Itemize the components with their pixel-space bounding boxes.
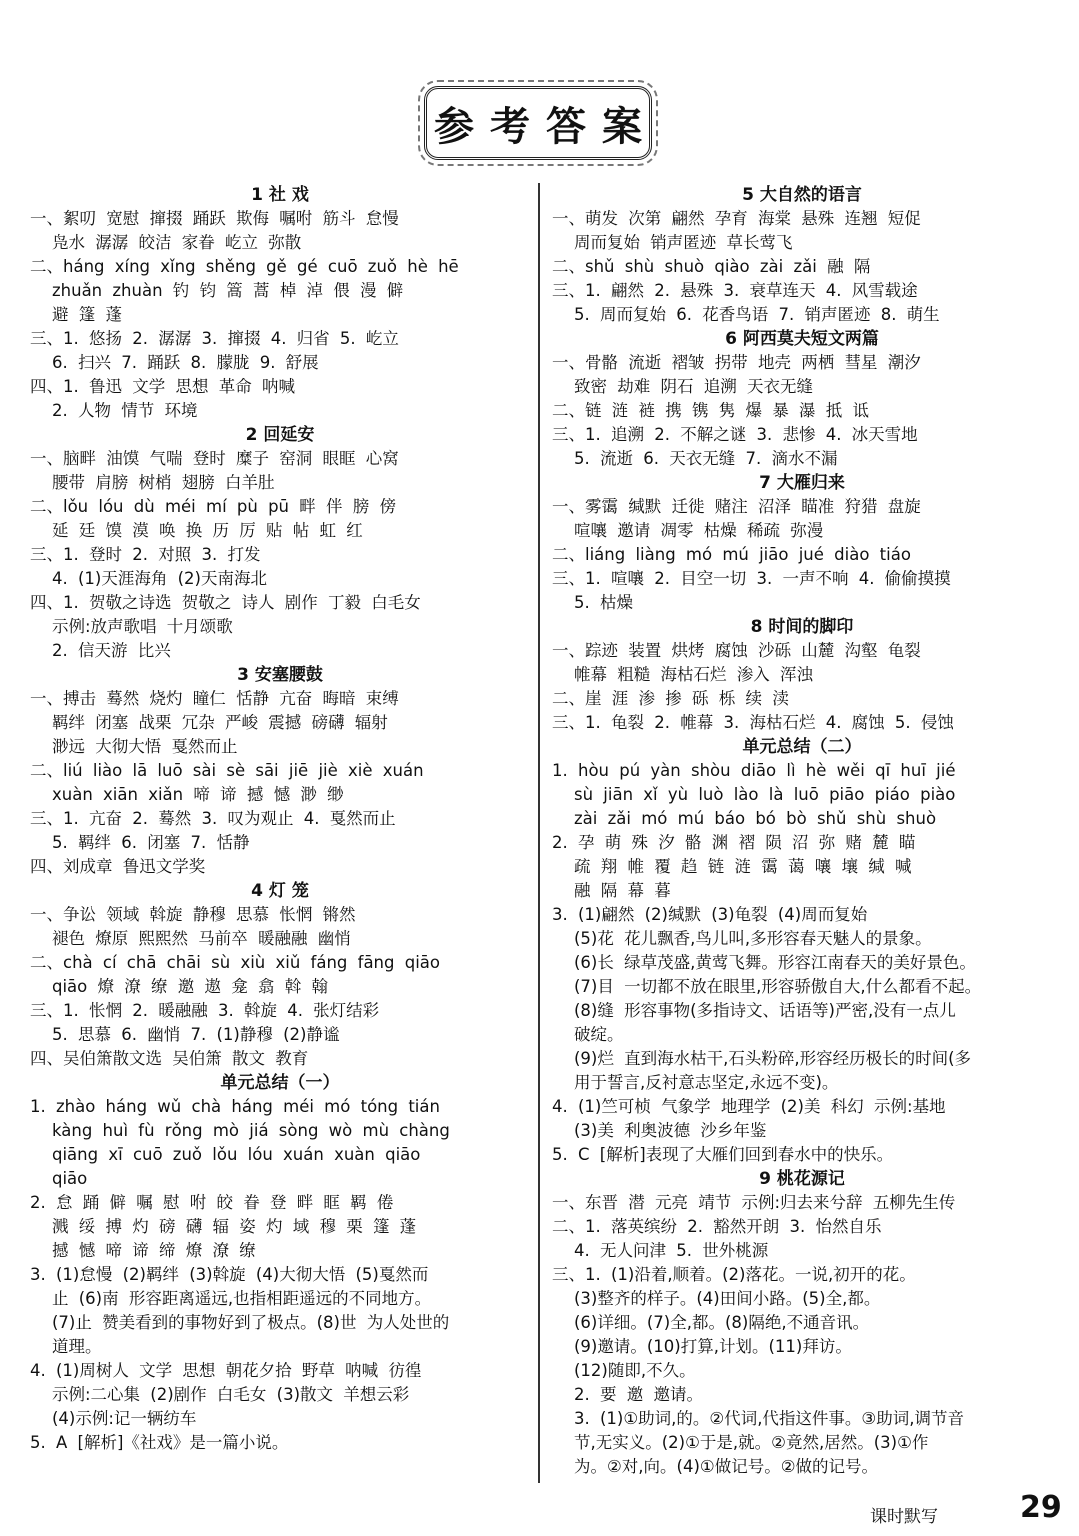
- answer-line: 三、1. 怅惘 2. 暖融融 3. 斡旋 4. 张灯结彩: [30, 1001, 380, 1020]
- answer-line: 四、1. 贺敬之诗选 贺敬之 诗人 剧作 丁毅 白毛女: [30, 593, 421, 612]
- section-heading: 9 桃花源记: [759, 1169, 845, 1189]
- answer-line: 二、链 涟 裢 携 镌 隽 爆 暴 瀑 抵 诋: [552, 401, 869, 420]
- page-title: 参考答案: [424, 86, 652, 160]
- right-column: [552, 183, 1052, 1479]
- answer-line: zhuǎn zhuàn 钓 钧 篙 蒿 棹 淖 偎 漫 僻: [52, 281, 404, 300]
- answer-line: 5. 羁绊 6. 闭塞 7. 恬静: [52, 833, 250, 852]
- section-heading: 1 社 戏: [251, 185, 309, 205]
- answer-line: 3. (1)怠慢 (2)羁绊 (3)斡旋 (4)大彻大悟 (5)戛然而: [30, 1265, 429, 1284]
- section-heading: 5 大自然的语言: [742, 185, 862, 205]
- answer-line: 羁绊 闭塞 战栗 冗杂 严峻 震撼 磅礴 辐射: [52, 713, 388, 732]
- answer-line: 二、liáng liàng mó mú jiāo jué diào tiáo: [552, 545, 911, 564]
- answer-line: (3)美 利奥波德 沙乡年鉴: [574, 1121, 767, 1140]
- footer-label: 课时默写: [870, 1507, 938, 1527]
- answer-line: 用于誓言,反衬意志坚定,永远不变)。: [574, 1073, 839, 1092]
- page-number: 29: [1020, 1490, 1062, 1525]
- answer-line: 一、雾霭 缄默 迁徙 赌注 沼泽 瞄准 狩猎 盘旋: [552, 497, 921, 516]
- section-heading: 2 回延安: [245, 425, 315, 445]
- answer-line: 二、háng xíng xǐng shěng gě gé cuō zuǒ hè hē: [30, 257, 459, 276]
- answer-line: 3. (1)翩然 (2)缄默 (3)龟裂 (4)周而复始: [552, 905, 868, 924]
- answer-line: 2. 要 邀 邀请。: [574, 1385, 703, 1404]
- answer-line: 1. zhào háng wǔ chà háng méi mó tóng tián: [30, 1097, 440, 1116]
- answer-line: 渺远 大彻大悟 戛然而止: [52, 737, 238, 756]
- answer-line: 一、萌发 次第 翩然 孕育 海棠 悬殊 连翘 短促: [552, 209, 921, 228]
- answer-line: 1. hòu pú yàn shòu diāo lì hè wěi qī huī jié: [552, 761, 956, 780]
- answer-line: 2. 怠 踊 僻 嘱 慰 咐 皎 眷 登 畔 眶 羁 倦: [30, 1193, 394, 1212]
- answer-line: 2. 信天游 比兴: [52, 641, 171, 660]
- answer-line: 喧嚷 邀请 凋零 枯燥 稀疏 弥漫: [574, 521, 824, 540]
- answer-line: xuàn xiān xiǎn 啼 谛 撼 憾 渺 缈: [52, 785, 344, 804]
- answer-line: 5. 思慕 6. 幽悄 7. (1)静穆 (2)静谧: [52, 1025, 340, 1044]
- answer-line: 止 (6)南 形容距离遥远,也指相距遥远的不同地方。: [52, 1289, 432, 1308]
- answer-line: (12)随即,不久。: [574, 1361, 696, 1380]
- column-divider: [538, 183, 540, 1483]
- answer-line: (5)花 花儿飘香,鸟儿叫,多形容春天魅人的景象。: [574, 929, 932, 948]
- answer-line: 三、1. 悠扬 2. 潺潺 3. 撺掇 4. 归省 5. 屹立: [30, 329, 399, 348]
- answer-line: 四、1. 鲁迅 文学 思想 革命 呐喊: [30, 377, 295, 396]
- answer-line: 4. (1)周树人 文学 思想 朝花夕拾 野草 呐喊 彷徨: [30, 1361, 422, 1380]
- answer-line: 示例:二心集 (2)剧作 白毛女 (3)散文 羊想云彩: [52, 1385, 410, 1404]
- answer-line: qiāo 燎 潦 缭 邀 遨 龛 翕 斡 翰: [52, 977, 328, 996]
- answer-line: 2. 孕 萌 殊 汐 骼 渊 褶 陨 沼 弥 赌 麓 瞄: [552, 833, 916, 852]
- answer-line: 四、吴伯箫散文选 吴伯箫 散文 教育: [30, 1049, 309, 1068]
- answer-line: 三、1. (1)沿着,顺着。(2)落花。一说,初开的花。: [552, 1265, 916, 1284]
- answer-line: 融 隔 幕 暮: [574, 881, 671, 900]
- answer-line: 一、踪迹 装置 烘烤 腐蚀 沙砾 山麓 沟壑 龟裂: [552, 641, 921, 660]
- section-heading: 7 大雁归来: [759, 473, 845, 493]
- answer-line: 一、骨骼 流逝 褶皱 拐带 地壳 两栖 彗星 潮汐: [552, 353, 921, 372]
- left-column: [30, 183, 530, 1455]
- answer-line: 4. 无人问津 5. 世外桃源: [574, 1241, 769, 1260]
- section-heading: 3 安塞腰鼓: [237, 665, 323, 685]
- answer-line: 5. 枯燥: [574, 593, 633, 612]
- answer-line: 避 篷 蓬: [52, 305, 122, 324]
- answer-line: 二、shǔ shù shuò qiào zài zǎi 融 隔: [552, 257, 871, 276]
- answer-line: 二、1. 落英缤纷 2. 豁然开朗 3. 怡然自乐: [552, 1217, 882, 1236]
- section-heading: 8 时间的脚印: [750, 617, 854, 637]
- answer-line: 疏 翔 帷 覆 趋 链 涟 霭 蔼 嚷 壤 缄 喊: [574, 857, 912, 876]
- answer-line: 溅 绥 搏 灼 磅 礴 辐 姿 灼 域 穆 栗 篷 蓬: [52, 1217, 417, 1236]
- answer-line: sù jiān xǐ yù luò lào là luō piāo piáo piào: [574, 785, 956, 804]
- answer-line: 帷幕 粗糙 海枯石烂 渗入 浑浊: [574, 665, 813, 684]
- answer-line: (4)示例:记一辆纺车: [52, 1409, 197, 1428]
- answer-line: 节,无实义。(2)①于是,就。②竟然,居然。(3)①作: [574, 1433, 929, 1452]
- answer-line: 三、1. 翩然 2. 悬殊 3. 衰草连天 4. 风雪载途: [552, 281, 918, 300]
- section-heading: 6 阿西莫夫短文两篇: [725, 329, 879, 349]
- answer-line: qiāo: [52, 1169, 88, 1188]
- answer-line: 4. (1)天涯海角 (2)天南海北: [52, 569, 267, 588]
- answer-line: 二、chà cí chā chāi sù xiù xiǔ fáng fāng qiāo: [30, 953, 440, 972]
- answer-line: 三、1. 追溯 2. 不解之谜 3. 悲惨 4. 冰天雪地: [552, 425, 918, 444]
- answer-line: 道理。: [52, 1337, 102, 1356]
- answer-line: 4. (1)竺可桢 气象学 地理学 (2)美 科幻 示例:基地: [552, 1097, 946, 1116]
- answer-line: 一、东晋 潜 元亮 靖节 示例:归去来兮辞 五柳先生传: [552, 1193, 956, 1212]
- answer-line: 凫水 潺潺 皎洁 家眷 屹立 弥散: [52, 233, 302, 252]
- answer-line: 5. C [解析]表现了大雁们回到春水中的快乐。: [552, 1145, 894, 1164]
- section-heading: 4 灯 笼: [251, 881, 309, 901]
- answer-line: (3)整齐的样子。(4)田间小路。(5)全,都。: [574, 1289, 881, 1308]
- answer-line: qiāng xī cuō zuǒ lǒu lóu xuán xuàn qiāo: [52, 1145, 421, 1164]
- answer-line: 二、lǒu lóu dù méi mí pù pū 畔 伴 膀 傍: [30, 497, 396, 516]
- answer-line: 撼 憾 啼 谛 缔 燎 潦 缭: [52, 1241, 256, 1260]
- answer-line: 三、1. 龟裂 2. 帷幕 3. 海枯石烂 4. 腐蚀 5. 侵蚀: [552, 713, 954, 732]
- answer-line: (9)烂 直到海水枯干,石头粉碎,形容经历极长的时间(多: [574, 1049, 972, 1068]
- answer-line: 四、刘成章 鲁迅文学奖: [30, 857, 206, 876]
- answer-line: (8)缝 形容事物(多指诗文、话语等)严密,没有一点儿: [574, 1001, 956, 1020]
- answer-line: 破绽。: [574, 1025, 624, 1044]
- answer-line: 一、絮叨 宽慰 撺掇 踊跃 欺侮 嘱咐 筋斗 怠慢: [30, 209, 399, 228]
- watermark-logo: [930, 1500, 1070, 1534]
- answer-line: 腰带 肩膀 树梢 翅膀 白羊肚: [52, 473, 275, 492]
- answer-line: 褪色 燎原 熙熙然 马前卒 暖融融 幽悄: [52, 929, 351, 948]
- answer-line: kàng huì fù rǒng mò jiá sòng wò mù chàng: [52, 1121, 450, 1140]
- answer-line: 5. 周而复始 6. 花香鸟语 7. 销声匿迹 8. 萌生: [574, 305, 940, 324]
- answer-line: 2. 人物 情节 环境: [52, 401, 198, 420]
- answer-line: 一、争讼 领域 斡旋 静穆 思慕 怅惘 锵然: [30, 905, 356, 924]
- answer-line: 二、崖 涯 渗 掺 砾 栎 续 渎: [552, 689, 789, 708]
- answer-line: 三、1. 登时 2. 对照 3. 打发: [30, 545, 261, 564]
- answer-line: 一、搏击 蓦然 烧灼 瞳仁 恬静 亢奋 晦暗 束缚: [30, 689, 399, 708]
- answer-line: (9)邀请。(10)打算,计划。(11)拜访。: [574, 1337, 852, 1356]
- answer-line: 延 廷 馍 漠 唤 换 历 厉 贴 帖 虹 红: [52, 521, 363, 540]
- answer-line: 为。②对,向。(4)①做记号。②做的记号。: [574, 1457, 878, 1476]
- answer-line: 示例:放声歌唱 十月颂歌: [52, 617, 233, 636]
- section-heading: 单元总结（二）: [742, 737, 862, 757]
- answer-line: (6)长 绿草茂盛,黄莺飞舞。形容江南春天的美好景色。: [574, 953, 976, 972]
- section-heading: 单元总结（一）: [220, 1073, 340, 1093]
- answer-line: (6)详细。(7)全,都。(8)隔绝,不通音讯。: [574, 1313, 870, 1332]
- answer-line: (7)目 一切都不放在眼里,形容骄傲自大,什么都看不起。: [574, 977, 982, 996]
- answer-line: 3. (1)①助词,的。②代词,代指这件事。③助词,调节音: [574, 1409, 964, 1428]
- answer-line: zài zǎi mó mú báo bó bò shǔ shù shuò: [574, 809, 937, 828]
- answer-line: 二、liú liào lā luō sài sè sāi jiē jiè xiè xuán: [30, 761, 424, 780]
- answer-line: 三、1. 喧嚷 2. 目空一切 3. 一声不响 4. 偷偷摸摸: [552, 569, 951, 588]
- answer-line: (7)止 赞美看到的事物好到了极点。(8)世 为人处世的: [52, 1313, 450, 1332]
- answer-line: 致密 劫难 阴石 追溯 天衣无缝: [574, 377, 813, 396]
- answer-line: 5. A [解析]《社戏》是一篇小说。: [30, 1433, 289, 1452]
- answer-line: 5. 流逝 6. 天衣无缝 7. 滴水不漏: [574, 449, 838, 468]
- answer-line: 三、1. 亢奋 2. 蓦然 3. 叹为观止 4. 戛然而止: [30, 809, 396, 828]
- answer-line: 6. 扫兴 7. 踊跃 8. 朦胧 9. 舒展: [52, 353, 319, 372]
- answer-line: 周而复始 销声匿迹 草长莺飞: [574, 233, 793, 252]
- answer-line: 一、脑畔 油馍 气喘 登时 糜子 窑洞 眼眶 心窝: [30, 449, 399, 468]
